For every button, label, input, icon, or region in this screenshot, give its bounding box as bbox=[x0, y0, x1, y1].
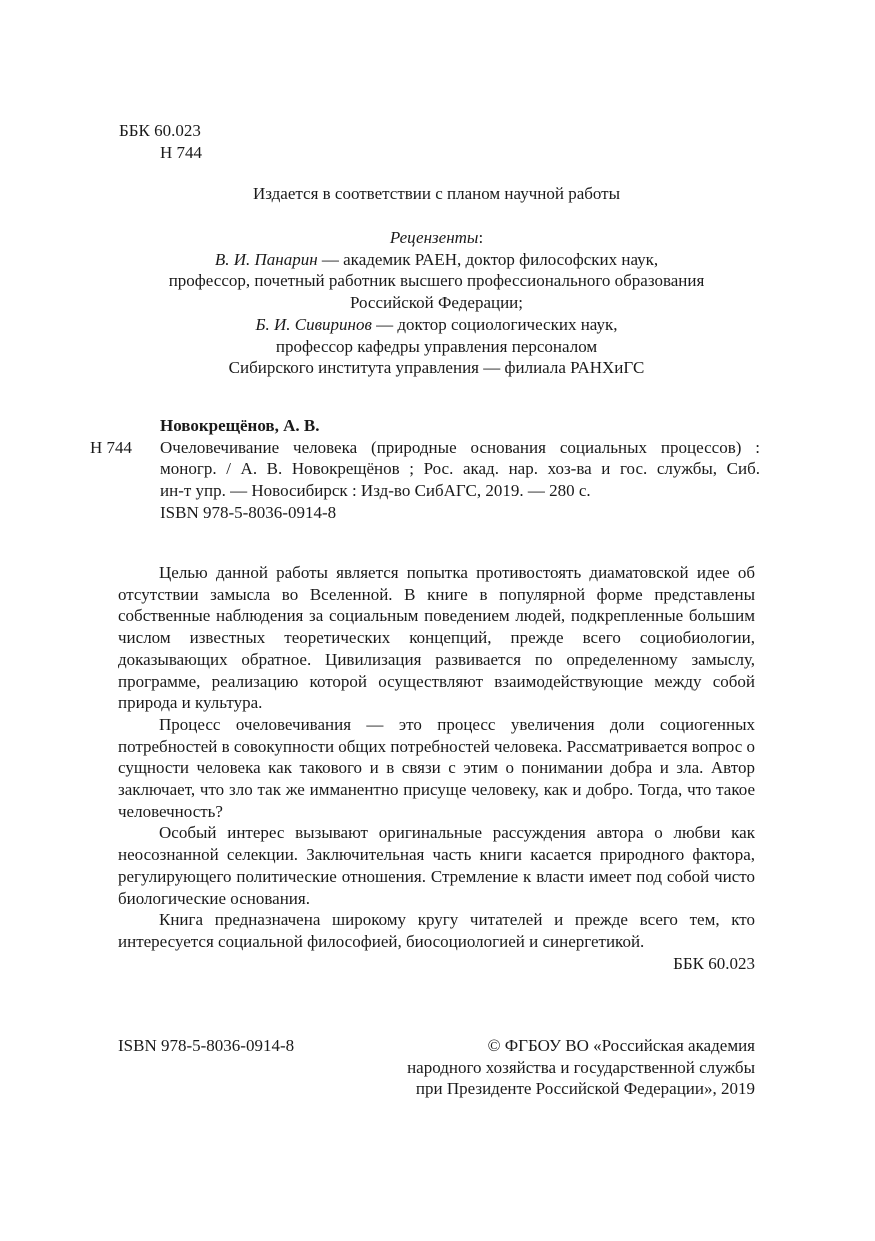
reviewer-2-line: профессор кафедры управления персоналом bbox=[275, 336, 598, 356]
abstract-bbk: ББК 60.023 bbox=[673, 953, 755, 973]
reviewer-1-line: профессор, почетный работник высшего профессионального образования bbox=[168, 271, 705, 291]
reviewers-heading: Рецензенты bbox=[389, 228, 479, 247]
reviewer-2-line: Сибирского института управления — филиала РАНХиГС bbox=[228, 358, 645, 378]
copyright: © ФГБОУ ВО «Российская академия народного хозяйства и государственной службы при Президенте Российской Федерации», 2019 bbox=[407, 1036, 755, 1099]
author-sign: Н 744 bbox=[160, 142, 203, 162]
footer-isbn: ISBN 978-5-8036-0914-8 bbox=[118, 1036, 295, 1055]
reviewer-1-line: Российской Федерации; bbox=[349, 293, 524, 313]
record-author: Новокрещёнов, А. В. bbox=[160, 416, 320, 435]
record-code: Н 744 bbox=[90, 437, 133, 457]
abstract-paragraph: Процесс очеловечивания — это процесс увеличения доли социогенных потребностей в совокупности общих потребностей человека. Рассматривается вопрос о сущности человека как такового и в связи с этим о понимании добра и зла. Автор заключает, что зло так же имманентно присуще человеку, как и добро. Тогда, что такое человечность? bbox=[118, 714, 756, 821]
record-line: ин-т упр. — Новосибирск : Изд-во СибАГС, 2019. — 280 с. bbox=[160, 481, 591, 501]
reviewer-2-name: Б. И. Сивиринов bbox=[255, 314, 372, 334]
published-note: Издается в соответствии с планом научной работы bbox=[252, 184, 621, 203]
record-isbn: ISBN 978-5-8036-0914-8 bbox=[160, 502, 337, 522]
abstract bbox=[118, 562, 755, 974]
reviewers-block: Рецензенты: В. И. Панарин — академик РАЕН, доктор философских наук, профессор, почетный работник высшего профессионального образования Российской Федерации; Б. И. Сивиринов — доктор социологических наук, профессор кафедры управления персоналом Сибирского института управления — филиала РАНХиГС bbox=[118, 227, 755, 379]
bibliographic-record bbox=[90, 415, 760, 524]
abstract-paragraph: Книга предназначена широкому кругу читателей и прежде всего тем, кто интересуется социальной философией, биосоциологией и синергетикой. bbox=[118, 910, 755, 951]
record-line: моногр. / А. В. Новокрещёнов ; Рос. акад. нар. хоз-ва и гос. службы, Сиб. bbox=[160, 459, 760, 479]
bbk-code: ББК 60.023 bbox=[119, 121, 201, 140]
record-line: Очеловечивание человека (природные основания социальных процессов) : bbox=[160, 437, 760, 457]
bbk-header bbox=[119, 120, 202, 163]
abstract-paragraph: Целью данной работы является попытка противостоять диаматовской идее об отсутствии замысла во Вселенной. В книге в популярной форме представлены собственные наблюдения за социальным поведением людей, подкрепленные большим числом известных теоретических концепций, прежде всего социобиологии, доказывающих обратное. Цивилизация развивается по определенному замыслу, программе, реализацию которой осуществляют взаимодействующие между собой природа и культура. bbox=[118, 563, 755, 713]
abstract-paragraph: Особый интерес вызывают оригинальные рассуждения автора о любви как неосознанной селекции. Заключительная часть книги касается природного фактора, регулирующего политические отношения. Стремление к власти имеет под собой чисто биологические основания. bbox=[118, 823, 755, 908]
reviewer-1-name: В. И. Панарин bbox=[214, 249, 318, 269]
